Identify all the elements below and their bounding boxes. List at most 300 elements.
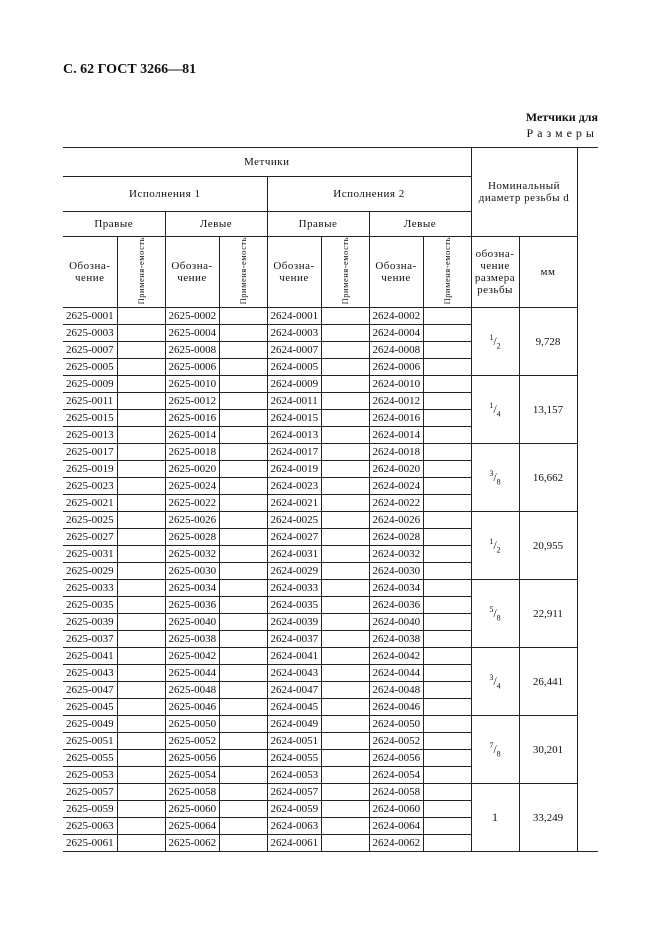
thread-size-cell (471, 308, 519, 376)
applicability-cell (219, 393, 267, 410)
designation-cell: 2625-0025 (63, 512, 117, 529)
designation-cell: 2625-0023 (63, 478, 117, 495)
table-row (63, 512, 598, 529)
fraction-denominator: 8 (496, 749, 501, 759)
applicability-cell (423, 665, 471, 682)
applicability-cell (321, 342, 369, 359)
applicability-cell (219, 461, 267, 478)
fraction-denominator: 8 (496, 477, 501, 487)
fraction-slash: / (493, 605, 497, 620)
designation-cell: 2625-0016 (165, 410, 219, 427)
applicability-cell (321, 495, 369, 512)
applicability-cell (117, 529, 165, 546)
applicability-cell (219, 614, 267, 631)
applicability-cell (423, 393, 471, 410)
applicability-cell (321, 308, 369, 325)
designation-cell: 2624-0039 (267, 614, 321, 631)
designation-cell: 2625-0045 (63, 699, 117, 716)
thread-size-cell (471, 580, 519, 648)
applicability-cell (219, 546, 267, 563)
table-row (63, 308, 598, 325)
applicability-cell (219, 750, 267, 767)
designation-cell: 2624-0031 (267, 546, 321, 563)
thread-size-fraction (489, 468, 501, 487)
applicability-cell (219, 444, 267, 461)
designation-cell: 2625-0001 (63, 308, 117, 325)
designation-cell: 2624-0010 (369, 376, 423, 393)
applicability-cell (423, 495, 471, 512)
designation-cell: 2625-0010 (165, 376, 219, 393)
applicability-cell (219, 716, 267, 733)
designation-cell: 2624-0048 (369, 682, 423, 699)
designation-cell: 2624-0061 (267, 835, 321, 852)
applicability-cell (219, 410, 267, 427)
designation-cell: 2624-0046 (369, 699, 423, 716)
designation-cell: 2625-0055 (63, 750, 117, 767)
applicability-cell (423, 478, 471, 495)
applicability-cell (117, 342, 165, 359)
table-row (63, 376, 598, 393)
designation-cell: 2625-0031 (63, 546, 117, 563)
fraction-denominator: 4 (496, 681, 501, 691)
applicability-cell (423, 716, 471, 733)
applicability-cell (423, 750, 471, 767)
header-applicability: Применя-емость (441, 237, 452, 305)
applicability-cell (423, 682, 471, 699)
applicability-cell (117, 308, 165, 325)
blank-column (577, 148, 598, 308)
applicability-cell (117, 325, 165, 342)
applicability-cell (219, 699, 267, 716)
applicability-cell (117, 835, 165, 852)
designation-cell: 2625-0043 (63, 665, 117, 682)
applicability-cell (219, 325, 267, 342)
designation-cell: 2624-0022 (369, 495, 423, 512)
table-title: Метчики для (525, 110, 598, 124)
applicability-cell (321, 716, 369, 733)
designation-cell: 2624-0008 (369, 342, 423, 359)
applicability-cell (321, 682, 369, 699)
fraction-numerator: 1 (489, 400, 494, 410)
applicability-cell (321, 325, 369, 342)
designation-cell: 2624-0049 (267, 716, 321, 733)
designation-cell: 2625-0014 (165, 427, 219, 444)
designation-cell: 2624-0044 (369, 665, 423, 682)
applicability-cell (321, 393, 369, 410)
thread-size-fraction (489, 400, 501, 419)
fraction-numerator: 5 (489, 604, 494, 614)
applicability-cell (219, 835, 267, 852)
designation-cell: 2624-0019 (267, 461, 321, 478)
thread-size-cell (471, 716, 519, 784)
applicability-cell (423, 818, 471, 835)
applicability-cell (117, 597, 165, 614)
diameter-mm-cell: 9,728 (519, 308, 577, 376)
applicability-cell (321, 359, 369, 376)
applicability-cell (117, 444, 165, 461)
designation-cell: 2625-0047 (63, 682, 117, 699)
applicability-cell (117, 359, 165, 376)
header-designation: Обозна-чение (267, 237, 321, 308)
designation-cell: 2625-0037 (63, 631, 117, 648)
designation-cell: 2624-0020 (369, 461, 423, 478)
applicability-cell (321, 529, 369, 546)
designation-cell: 2625-0033 (63, 580, 117, 597)
designation-cell: 2624-0051 (267, 733, 321, 750)
diameter-mm-cell: 16,662 (519, 444, 577, 512)
thread-size-cell (471, 444, 519, 512)
designation-cell: 2624-0028 (369, 529, 423, 546)
applicability-cell (117, 580, 165, 597)
applicability-cell (321, 631, 369, 648)
designation-cell: 2624-0023 (267, 478, 321, 495)
applicability-cell (321, 461, 369, 478)
table-row (63, 444, 598, 461)
applicability-cell (423, 529, 471, 546)
designation-cell: 2625-0058 (165, 784, 219, 801)
designation-cell: 2625-0013 (63, 427, 117, 444)
applicability-cell (423, 325, 471, 342)
applicability-cell (219, 665, 267, 682)
designation-cell: 2625-0060 (165, 801, 219, 818)
applicability-cell (423, 648, 471, 665)
applicability-cell (219, 801, 267, 818)
designation-cell: 2625-0041 (63, 648, 117, 665)
designation-cell: 2624-0013 (267, 427, 321, 444)
applicability-cell (117, 682, 165, 699)
applicability-cell (321, 444, 369, 461)
applicability-cell (219, 597, 267, 614)
applicability-cell (423, 733, 471, 750)
designation-cell: 2625-0005 (63, 359, 117, 376)
applicability-cell (423, 359, 471, 376)
applicability-cell (219, 648, 267, 665)
applicability-cell (117, 393, 165, 410)
designation-cell: 2624-0057 (267, 784, 321, 801)
fraction-numerator: 1 (489, 332, 494, 342)
designation-cell: 2625-0006 (165, 359, 219, 376)
designation-cell: 2625-0012 (165, 393, 219, 410)
designation-cell: 2625-0003 (63, 325, 117, 342)
designation-cell: 2624-0030 (369, 563, 423, 580)
designation-cell: 2624-0016 (369, 410, 423, 427)
designation-cell: 2625-0054 (165, 767, 219, 784)
header-applicability: Применя-емость (339, 237, 350, 305)
designation-cell: 2625-0021 (63, 495, 117, 512)
header-execution-2: Исполнения 2 (267, 177, 471, 212)
designation-cell: 2625-0064 (165, 818, 219, 835)
designation-cell: 2625-0028 (165, 529, 219, 546)
fraction-slash: / (493, 741, 497, 756)
designation-cell: 2625-0042 (165, 648, 219, 665)
thread-size-fraction (489, 604, 501, 623)
designation-cell: 2624-0043 (267, 665, 321, 682)
applicability-cell (117, 767, 165, 784)
applicability-cell (423, 835, 471, 852)
designation-cell: 2624-0034 (369, 580, 423, 597)
designation-cell: 2625-0038 (165, 631, 219, 648)
header-applicability: Применя-емость (135, 237, 146, 305)
diameter-mm-cell: 30,201 (519, 716, 577, 784)
fraction-denominator: 2 (496, 341, 501, 351)
fraction-denominator: 8 (496, 613, 501, 623)
designation-cell: 2624-0052 (369, 733, 423, 750)
applicability-cell (117, 818, 165, 835)
applicability-cell (423, 699, 471, 716)
designation-cell: 2624-0004 (369, 325, 423, 342)
designation-cell: 2624-0041 (267, 648, 321, 665)
designation-cell: 2624-0005 (267, 359, 321, 376)
applicability-cell (117, 563, 165, 580)
designation-cell: 2624-0053 (267, 767, 321, 784)
applicability-cell (117, 461, 165, 478)
designation-cell: 2624-0058 (369, 784, 423, 801)
thread-size-whole: 1 (492, 810, 498, 825)
fraction-denominator: 2 (496, 545, 501, 555)
designation-cell: 2624-0033 (267, 580, 321, 597)
designation-cell: 2624-0062 (369, 835, 423, 852)
header-execution-1: Исполнения 1 (63, 177, 267, 212)
designation-cell: 2625-0004 (165, 325, 219, 342)
designation-cell: 2624-0040 (369, 614, 423, 631)
applicability-cell (219, 342, 267, 359)
thread-size-fraction (492, 810, 498, 824)
diameter-mm-cell: 22,911 (519, 580, 577, 648)
designation-cell: 2625-0017 (63, 444, 117, 461)
applicability-cell (423, 376, 471, 393)
designation-cell: 2624-0021 (267, 495, 321, 512)
applicability-cell (321, 376, 369, 393)
applicability-cell (219, 767, 267, 784)
applicability-cell (117, 631, 165, 648)
applicability-cell (219, 427, 267, 444)
designation-cell: 2624-0055 (267, 750, 321, 767)
applicability-cell (219, 563, 267, 580)
fraction-numerator: 7 (489, 740, 494, 750)
fraction-numerator: 3 (489, 468, 494, 478)
thread-size-fraction (489, 536, 501, 555)
applicability-cell (423, 512, 471, 529)
designation-cell: 2625-0056 (165, 750, 219, 767)
designation-cell: 2625-0002 (165, 308, 219, 325)
applicability-cell (423, 801, 471, 818)
designation-cell: 2625-0022 (165, 495, 219, 512)
designation-cell: 2625-0027 (63, 529, 117, 546)
designation-cell: 2625-0020 (165, 461, 219, 478)
diameter-mm-cell: 26,441 (519, 648, 577, 716)
applicability-cell (423, 563, 471, 580)
applicability-cell (117, 716, 165, 733)
designation-cell: 2624-0054 (369, 767, 423, 784)
designation-cell: 2624-0025 (267, 512, 321, 529)
applicability-cell (117, 648, 165, 665)
designation-cell: 2624-0038 (369, 631, 423, 648)
applicability-cell (219, 784, 267, 801)
designation-cell: 2624-0050 (369, 716, 423, 733)
applicability-cell (423, 308, 471, 325)
designation-cell: 2625-0029 (63, 563, 117, 580)
designation-cell: 2625-0039 (63, 614, 117, 631)
header-designation: Обозна-чение (63, 237, 117, 308)
fraction-slash: / (493, 333, 497, 348)
applicability-cell (117, 733, 165, 750)
designation-cell: 2625-0036 (165, 597, 219, 614)
designation-cell: 2624-0012 (369, 393, 423, 410)
header-thread-size-designation: обозна-чение размера резьбы (471, 237, 519, 308)
applicability-cell (117, 427, 165, 444)
header-left-2: Левые (369, 212, 471, 237)
applicability-cell (321, 801, 369, 818)
designation-cell: 2624-0017 (267, 444, 321, 461)
designation-cell: 2624-0015 (267, 410, 321, 427)
designation-cell: 2625-0019 (63, 461, 117, 478)
applicability-cell (117, 410, 165, 427)
applicability-cell (219, 512, 267, 529)
applicability-cell (321, 478, 369, 495)
designation-cell: 2625-0034 (165, 580, 219, 597)
applicability-cell (423, 427, 471, 444)
applicability-cell (117, 478, 165, 495)
header-metchiki: Метчики (63, 148, 471, 177)
designation-cell: 2624-0059 (267, 801, 321, 818)
applicability-cell (219, 308, 267, 325)
applicability-cell (117, 512, 165, 529)
applicability-cell (321, 563, 369, 580)
applicability-cell (423, 410, 471, 427)
designation-cell: 2625-0011 (63, 393, 117, 410)
designation-cell: 2625-0063 (63, 818, 117, 835)
applicability-cell (117, 376, 165, 393)
designation-cell: 2625-0046 (165, 699, 219, 716)
designation-cell: 2624-0056 (369, 750, 423, 767)
page-header: С. 62 ГОСТ 3266—81 (63, 62, 197, 77)
designation-cell: 2625-0050 (165, 716, 219, 733)
applicability-cell (423, 546, 471, 563)
fraction-slash: / (493, 537, 497, 552)
applicability-cell (219, 376, 267, 393)
applicability-cell (219, 495, 267, 512)
table-row (63, 716, 598, 733)
designation-cell: 2625-0040 (165, 614, 219, 631)
applicability-cell (321, 546, 369, 563)
header-right-1: Правые (63, 212, 165, 237)
applicability-cell (117, 614, 165, 631)
designation-cell: 2625-0049 (63, 716, 117, 733)
applicability-cell (423, 784, 471, 801)
applicability-cell (423, 461, 471, 478)
applicability-cell (321, 512, 369, 529)
designation-cell: 2624-0009 (267, 376, 321, 393)
designation-cell: 2624-0036 (369, 597, 423, 614)
designation-cell: 2625-0062 (165, 835, 219, 852)
thread-size-cell (471, 648, 519, 716)
diameter-mm-cell: 20,955 (519, 512, 577, 580)
applicability-cell (117, 665, 165, 682)
applicability-cell (321, 818, 369, 835)
applicability-cell (321, 665, 369, 682)
thread-size-cell (471, 784, 519, 852)
applicability-cell (321, 750, 369, 767)
designation-cell: 2625-0018 (165, 444, 219, 461)
applicability-cell (321, 597, 369, 614)
table-subtitle: Размеры (526, 126, 598, 140)
applicability-cell (117, 784, 165, 801)
applicability-cell (219, 733, 267, 750)
applicability-cell (423, 631, 471, 648)
applicability-cell (117, 495, 165, 512)
applicability-cell (117, 750, 165, 767)
designation-cell: 2625-0061 (63, 835, 117, 852)
applicability-cell (219, 478, 267, 495)
designation-cell: 2624-0060 (369, 801, 423, 818)
designation-cell: 2625-0044 (165, 665, 219, 682)
designation-cell: 2624-0001 (267, 308, 321, 325)
designation-cell: 2625-0053 (63, 767, 117, 784)
designation-cell: 2625-0032 (165, 546, 219, 563)
applicability-cell (117, 699, 165, 716)
applicability-cell (423, 580, 471, 597)
designation-cell: 2624-0063 (267, 818, 321, 835)
applicability-cell (423, 342, 471, 359)
designation-cell: 2624-0024 (369, 478, 423, 495)
table-body (63, 308, 598, 852)
fraction-numerator: 1 (489, 536, 494, 546)
applicability-cell (321, 580, 369, 597)
fraction-slash: / (493, 673, 497, 688)
applicability-cell (117, 801, 165, 818)
applicability-cell (219, 359, 267, 376)
header-right-2: Правые (267, 212, 369, 237)
applicability-cell (321, 835, 369, 852)
header-designation: Обозна-чение (369, 237, 423, 308)
applicability-cell (219, 682, 267, 699)
blank-column (577, 308, 598, 852)
applicability-cell (321, 648, 369, 665)
fraction-slash: / (493, 469, 497, 484)
applicability-cell (219, 580, 267, 597)
designation-cell: 2625-0035 (63, 597, 117, 614)
designation-cell: 2625-0030 (165, 563, 219, 580)
applicability-cell (321, 427, 369, 444)
designation-cell: 2624-0007 (267, 342, 321, 359)
designation-cell: 2624-0042 (369, 648, 423, 665)
designation-cell: 2624-0006 (369, 359, 423, 376)
diameter-mm-cell: 33,249 (519, 784, 577, 852)
header-applicability: Применя-емость (237, 237, 248, 305)
designation-cell: 2624-0032 (369, 546, 423, 563)
table-row (63, 784, 598, 801)
applicability-cell (423, 444, 471, 461)
header-designation: Обозна-чение (165, 237, 219, 308)
applicability-cell (321, 767, 369, 784)
applicability-cell (423, 767, 471, 784)
header-mm: мм (519, 237, 577, 308)
designation-cell: 2624-0014 (369, 427, 423, 444)
designation-cell: 2624-0011 (267, 393, 321, 410)
designation-cell: 2624-0035 (267, 597, 321, 614)
designation-cell: 2625-0024 (165, 478, 219, 495)
taps-table (63, 147, 598, 852)
designation-cell: 2625-0048 (165, 682, 219, 699)
applicability-cell (219, 631, 267, 648)
table-row (63, 580, 598, 597)
designation-cell: 2625-0026 (165, 512, 219, 529)
applicability-cell (423, 614, 471, 631)
applicability-cell (321, 733, 369, 750)
designation-cell: 2624-0045 (267, 699, 321, 716)
designation-cell: 2624-0037 (267, 631, 321, 648)
fraction-slash: / (493, 401, 497, 416)
